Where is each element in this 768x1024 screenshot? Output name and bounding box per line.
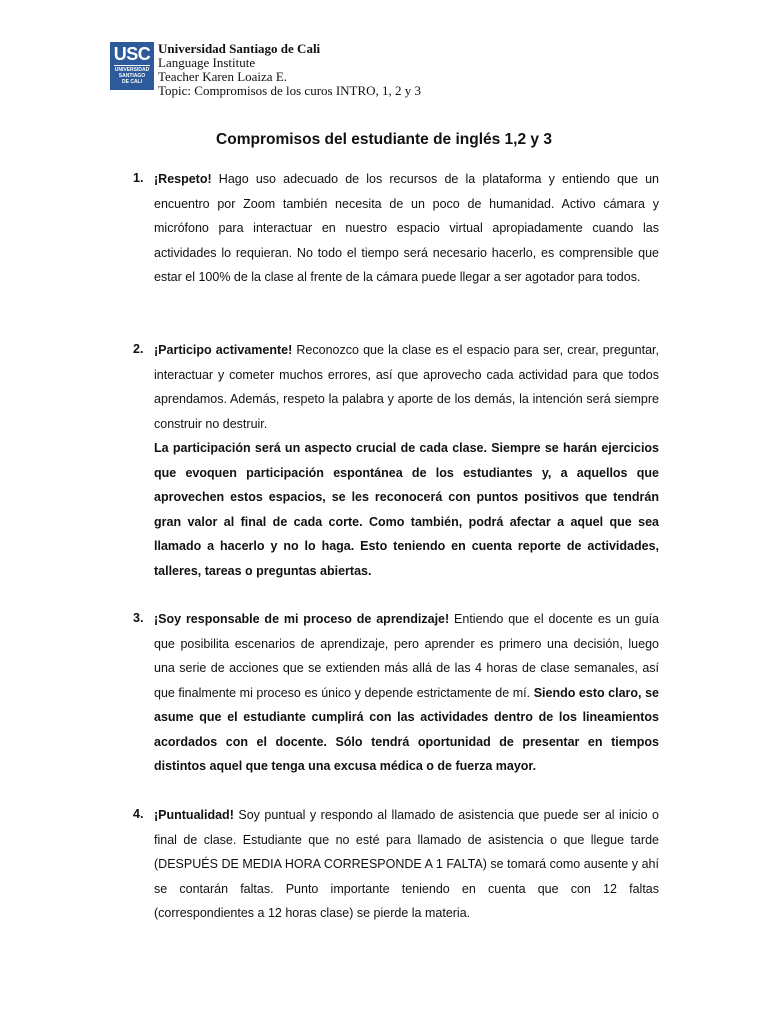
item-number: 1.	[133, 171, 144, 185]
item-body	[154, 167, 659, 290]
item-lead: ¡Soy responsable de mi proceso de aprendizaje!	[154, 612, 450, 626]
item-bold-paragraph: La participación será un aspecto crucial de cada clase. Siempre se harán ejercicios que evoquen participación espontánea de los estudiantes y, a aquellos que aprovechen estos espacios, se les reconocerá con puntos positivos que tendrán gran valor al final de cada corte. Como también, podrá afectar a aquel que sea llamado a hacerlo y no lo haga. Esto teniendo en cuenta reporte de actividades, talleres, tareas o preguntas abiertas.	[154, 441, 659, 578]
list-item	[133, 803, 659, 926]
item-body	[154, 338, 659, 583]
list-item	[133, 167, 659, 290]
item-text: Soy puntual y respondo al llamado de asistencia que puede ser al inicio o final de clase. Estudiante que no esté para llamado de asistencia o que llegue tarde (DESPUÉS DE MEDIA HORA CORRESPONDE A 1 FALTA) se tomará como ausente y ahí se contarán faltas. Punto importante teniendo en cuenta que con 12 faltas (correspondientes a 12 horas clase) se pierde la materia.	[154, 808, 659, 920]
logo-subtext-1: UNIVERSIDAD	[114, 67, 150, 73]
university-logo	[110, 42, 154, 90]
logo-wordmark: USC	[113, 44, 151, 64]
university-name: Universidad Santiago de Cali	[158, 41, 321, 56]
item-body	[154, 607, 659, 779]
item-number: 3.	[133, 611, 144, 625]
logo-subtext-3: DE CALI	[122, 79, 142, 85]
item-number: 2.	[133, 342, 144, 356]
header-info	[158, 42, 421, 98]
item-text: Entiendo que el docente es un guía que posibilita escenarios de aprendizaje, pero aprender es primero una decisión, luego una serie de acciones que se extienden más allá de las 4 horas de clase semanales, así que finalmente mi proceso es único y depende estrictamente de mí.	[154, 612, 659, 700]
list-item	[133, 338, 659, 583]
teacher-name: Teacher Karen Loaiza E.	[158, 69, 288, 84]
item-lead: ¡Participo activamente!	[154, 343, 293, 357]
institute-name: Language Institute	[158, 55, 256, 70]
logo-subtext-2: SANTIAGO	[118, 73, 146, 79]
item-text: Reconozco que la clase es el espacio para ser, crear, preguntar, interactuar y cometer muchos errores, así que aprovecho cada actividad para que todos aprendamos. Además, respeto la palabra y aporte de los demás, la intención será siempre construir no destruir.	[154, 343, 659, 431]
item-body	[154, 803, 659, 926]
item-text: Hago uso adecuado de los recursos de la plataforma y entiendo que un encuentro por Zoom también necesita de un poco de humanidad. Activo cámara y micrófono para interactuar en nuestro espacio virtual apropiadamente cuando las actividades lo requieran. No todo el tiempo será necesario hacerlo, es comprensible que estar el 100% de la clase al frente de la cámara puede llegar a ser agotador para todos.	[154, 172, 659, 284]
item-lead: ¡Puntualidad!	[154, 808, 234, 822]
item-lead: ¡Respeto!	[154, 172, 212, 186]
list-item	[133, 607, 659, 779]
item-number: 4.	[133, 807, 144, 821]
document-header	[110, 42, 421, 98]
item-bold-tail: Siendo esto claro, se asume que el estudiante cumplirá con las actividades dentro de los lineamientos acordados con el docente. Sólo tendrá oportunidad de presentar en tiempos distintos aquel que tenga una excusa médica o de fuerza mayor.	[154, 685, 660, 773]
topic-line: Topic: Compromisos de los curos INTRO, 1, 2 y 3	[158, 83, 422, 98]
logo-divider	[114, 65, 150, 66]
document-title: Compromisos del estudiante de inglés 1,2 y 3	[216, 131, 552, 148]
